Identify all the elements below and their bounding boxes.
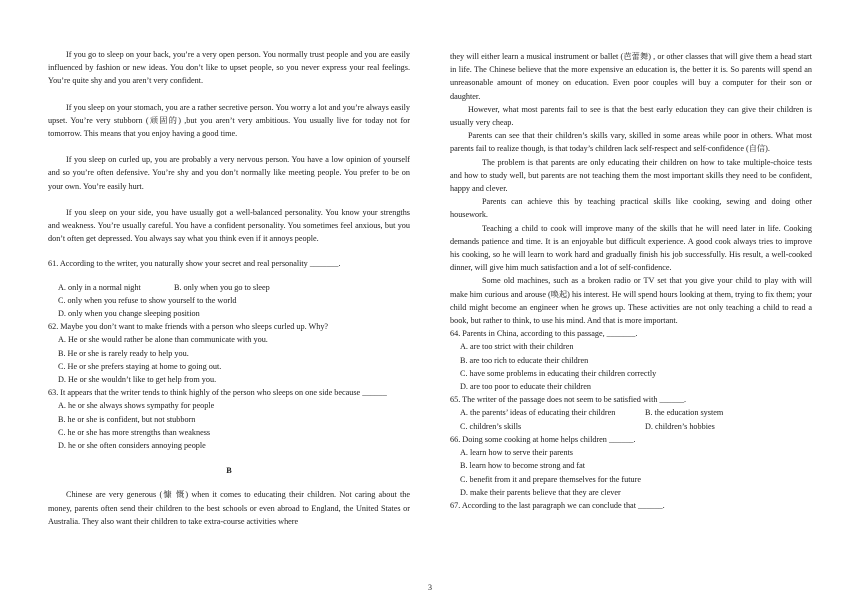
option-65c: C. children’s skills bbox=[460, 421, 522, 431]
paragraph-cheap-education: However, what most parents fail to see is that the best early education they can give their children is usually very cheap. bbox=[450, 104, 812, 128]
question-66: 66. Doing some cooking at home helps children ______. bbox=[450, 434, 636, 444]
question-61: 61. According to the writer, you naturally show your secret and real personality _______. bbox=[48, 259, 341, 269]
paragraph-cooking: Teaching a child to cook will improve many of the skills that he will need later in life. Cooking demands patience and time. It is an enjoyable but difficult experience. A good cook always tries to improve his cooking, so he will learn to work hard and gradually finish his job successfully. His result, a well-cooked dinner, will give him much satisfaction and a lot of self-confidence. bbox=[450, 223, 812, 273]
option-66b: B. learn how to become strong and fat bbox=[460, 461, 586, 471]
question-65: 65. The writer of the passage does not seem to be satisfied with ______. bbox=[450, 395, 687, 405]
option-63d: D. he or she often considers annoying people bbox=[58, 441, 206, 451]
option-62c: C. He or she prefers staying at home to going out. bbox=[58, 361, 222, 371]
option-66a: A. learn how to serve their parents bbox=[460, 448, 573, 458]
paragraph-practical-skills: Parents can achieve this by teaching practical skills like cooking, sewing and doing other housework. bbox=[450, 197, 812, 220]
paragraph-sleep-stomach: If you sleep on your stomach, you are a rather secretive person. You worry a lot and you’re always easily upset. You’re very stubborn (顽固的) ,but you aren’t very ambitious. You usually live for today not for tomorrow. This means that you enjoy having a good time. bbox=[48, 102, 410, 139]
paragraph-sleep-side: If you sleep on your side, you have usually got a well-balanced personality. You know your strengths and weakness. You’re usually careful. You have a confident personality. You sometimes feel anxious, but you don’t often get depressed. You always say what you think even if it annoys people. bbox=[48, 207, 410, 244]
option-63a: A. he or she always shows sympathy for people bbox=[58, 401, 215, 411]
option-61a: A. only in a normal night bbox=[58, 282, 141, 292]
option-62d: D. He or she wouldn’t like to get help from you. bbox=[58, 375, 217, 385]
option-66d: D. make their parents believe that they are clever bbox=[460, 487, 621, 497]
left-column bbox=[48, 0, 410, 528]
option-61c: C. only when you refuse to show yourself to the world bbox=[58, 295, 237, 305]
paragraph-chinese-generous: Chinese are very generous (慷 慨) when it comes to educating their children. Not caring about the money, parents often send their children to the best schools or even abroad to England, the United States or Australia. They also want their children to take extra-course activities where bbox=[48, 490, 410, 526]
option-63b: B. he or she is confident, but not stubborn bbox=[58, 414, 196, 424]
option-64d: D. are too poor to educate their children bbox=[460, 382, 591, 392]
question-65-options-row-1 bbox=[450, 406, 812, 419]
question-64: 64. Parents in China, according to this passage, _______. bbox=[450, 329, 638, 339]
section-heading: B bbox=[226, 466, 232, 476]
paragraph-sleep-back: If you go to sleep on your back, you’re a very open person. You normally trust people and you are easily influenced by fashion or new ideas. You don’t like to upset people, so you never express your real feelings. You’re quite shy and you aren’t very confident. bbox=[48, 50, 410, 86]
option-65b: B. the education system bbox=[645, 408, 724, 418]
option-62b: B. He or she is rarely ready to help you. bbox=[58, 348, 189, 358]
option-66c: C. benefit from it and prepare themselves for the future bbox=[460, 474, 641, 484]
paragraph-musical-ballet: they will either learn a musical instrument or ballet (芭蕾舞) , or other classes that will give them a head start in life. The Chinese believe that the more expensive an education is, the better it is. So parents will spend an unreasonable amount of money on education. Even poor couples will buy a computer for their son or daughter. bbox=[450, 52, 812, 101]
question-63: 63. It appears that the writer tends to think highly of the person who sleeps on one side because ______ bbox=[48, 388, 387, 398]
right-column bbox=[450, 0, 812, 512]
paragraph-old-machines: Some old machines, such as a broken radio or TV set that you give your child to play with will make him curious and arouse (唤起) his interest. He will spend hours looking at them, trying to fix them; your child might become an engineer when he grows up. These activities are not only teaching a child to read a book, but rather to think, to use his mind. And that is more important. bbox=[450, 276, 812, 326]
option-64b: B. are too rich to educate their children bbox=[460, 355, 589, 365]
option-61b: B. only when you go to sleep bbox=[174, 282, 270, 292]
paragraph-sleep-curled: If you sleep on curled up, you are probably a very nervous person. You have a low opinion of yourself and so you’re often defensive. You’re shy and you don’t normally like meeting people. You prefer to be on your own. You’re easily hurt. bbox=[48, 155, 410, 191]
question-67: 67. According to the last paragraph we can conclude that ______. bbox=[450, 500, 665, 510]
option-62a: A. He or she would rather be alone than communicate with you. bbox=[58, 335, 268, 345]
option-65a: A. the parents’ ideas of educating their children bbox=[460, 408, 616, 418]
question-61-options-row bbox=[48, 281, 410, 294]
option-64a: A. are too strict with their children bbox=[460, 342, 574, 352]
option-63c: C. he or she has more strengths than weakness bbox=[58, 427, 211, 437]
option-64c: C. have some problems in educating their children correctly bbox=[460, 368, 657, 378]
option-65d: D. children’s hobbies bbox=[645, 421, 715, 431]
paragraph-problem: The problem is that parents are only educating their children on how to take multiple-choice tests and how to study well, but parents are not teaching them the most important skills they need to be confident, happy and clever. bbox=[450, 157, 812, 194]
page-number: 3 bbox=[428, 583, 432, 592]
paragraph-self-respect: Parents can see that their children’s skills vary, skilled in some areas while poor in others. What most parents fail to realize though, is that today’s children lack self-respect and self-confidence (自信). bbox=[450, 131, 812, 154]
option-61d: D. only when you change sleeping position bbox=[58, 309, 200, 319]
question-65-options-row-2 bbox=[450, 420, 812, 433]
question-62: 62. Maybe you don’t want to make friends with a person who sleeps curled up. Why? bbox=[48, 322, 329, 332]
